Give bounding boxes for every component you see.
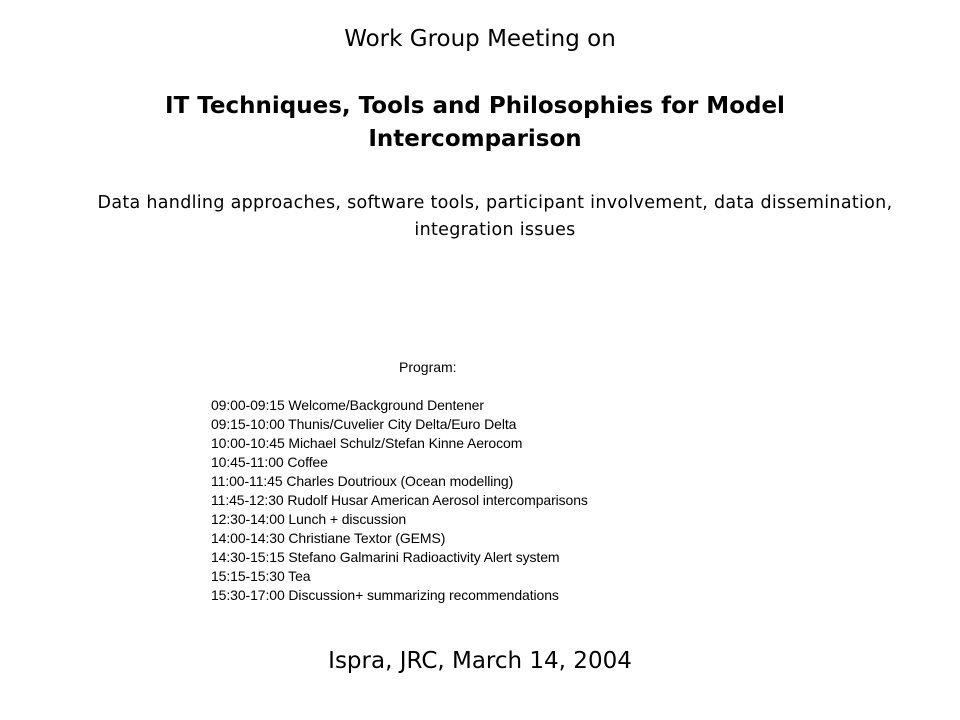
meeting-subtitle: Work Group Meeting on — [344, 26, 616, 52]
schedule-item: 10:45-11:00 Coffee — [211, 454, 328, 470]
schedule-item: 14:00-14:30 Christiane Textor (GEMS) — [211, 530, 446, 546]
schedule-item: 12:30-14:00 Lunch + discussion — [211, 511, 407, 527]
schedule-item: 15:30-17:00 Discussion+ summarizing recommendations — [211, 587, 559, 603]
schedule-item: 14:30-15:15 Stefano Galmarini Radioactivity Alert system — [211, 549, 560, 565]
program-label: Program: — [399, 359, 457, 375]
schedule-item: 09:15-10:00 Thunis/Cuvelier City Delta/Euro Delta — [211, 416, 517, 432]
schedule-item: 11:45-12:30 Rudolf Husar American Aerosol intercomparisons — [211, 492, 588, 508]
program-schedule — [211, 396, 588, 605]
schedule-item: 15:15-15:30 Tea — [211, 568, 311, 584]
meeting-title: IT Techniques, Tools and Philosophies for Model Intercomparison — [165, 93, 785, 152]
schedule-item: 09:00-09:15 Welcome/Background Dentener — [211, 397, 484, 413]
schedule-item: 10:00-10:45 Michael Schulz/Stefan Kinne Aerocom — [211, 435, 523, 451]
venue-date: Ispra, JRC, March 14, 2004 — [328, 648, 632, 674]
schedule-item: 11:00-11:45 Charles Doutrioux (Ocean modelling) — [211, 473, 514, 489]
meeting-topics: Data handling approaches, software tools, participant involvement, data dissemination, integration issues — [97, 193, 893, 240]
